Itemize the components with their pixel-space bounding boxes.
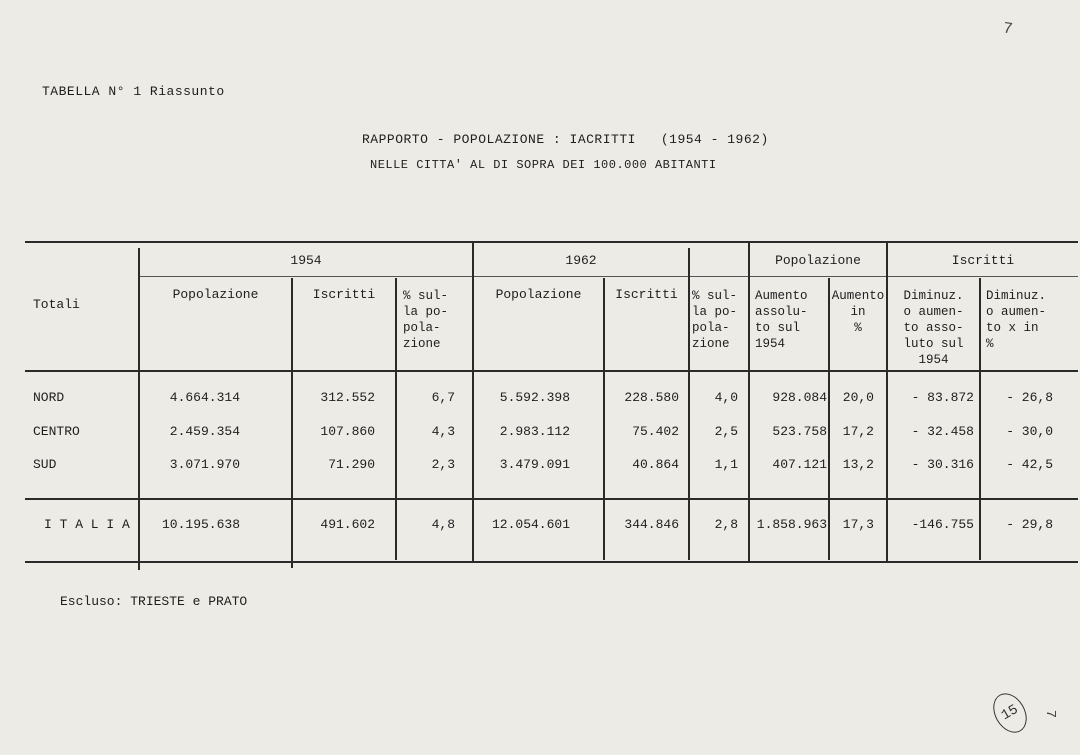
title-line-1: RAPPORTO - POPOLAZIONE : IACRITTI (1954 - 1962) <box>362 132 769 147</box>
header-iscritti-1962: Iscritti <box>615 287 678 302</box>
cell-isc54: 71.290 <box>328 457 375 472</box>
total-region: I T A L I A <box>44 517 130 532</box>
cell-total-aum-abs: 1.858.963 <box>756 517 827 532</box>
cell-pct62: 1,1 <box>714 457 738 472</box>
footnote: Escluso: TRIESTE e PRATO <box>60 594 248 609</box>
rule-bottom <box>25 561 1078 563</box>
header-year-1962: 1962 <box>565 253 597 268</box>
cell-isc62: 75.402 <box>632 424 679 439</box>
header-diminuz-pct: Diminuz. o aumen- to x in % <box>986 289 1047 351</box>
cell-total-aum-pct: 17,3 <box>842 517 874 532</box>
cell-aum-abs: 407.121 <box>772 457 827 472</box>
cell-isc54: 312.552 <box>320 390 375 405</box>
page-number-stamp: 15 <box>987 687 1034 738</box>
cell-pop54: 3.071.970 <box>169 457 240 472</box>
cell-total-pct54: 4,8 <box>431 517 455 532</box>
cell-total-pct62: 2,8 <box>714 517 738 532</box>
cell-pct54: 2,3 <box>431 457 455 472</box>
header-popolazione-1954: Popolazione <box>172 287 259 302</box>
cell-aum-pct: 20,0 <box>842 390 874 405</box>
cell-dim-abs: - 30.316 <box>911 457 974 472</box>
cell-dim-abs: - 83.872 <box>911 390 974 405</box>
row-region: SUD <box>33 457 57 472</box>
cell-pop62: 3.479.091 <box>499 457 570 472</box>
row-region: CENTRO <box>33 424 80 439</box>
header-totali: Totali <box>33 297 80 312</box>
cell-total-dim-abs: -146.755 <box>911 517 974 532</box>
cell-pct54: 4,3 <box>431 424 455 439</box>
header-pct-1954: % sul- la po- pola- zione <box>403 289 449 351</box>
cell-total-isc62: 344.846 <box>624 517 679 532</box>
cell-dim-pct: - 30,0 <box>1006 424 1053 439</box>
cell-isc62: 228.580 <box>624 390 679 405</box>
header-iscritti-group: Iscritti <box>951 253 1015 268</box>
cell-total-isc54: 491.602 <box>320 517 375 532</box>
cell-total-dim-pct: - 29,8 <box>1006 517 1053 532</box>
cell-aum-pct: 13,2 <box>842 457 874 472</box>
cell-total-pop62: 12.054.601 <box>491 517 570 532</box>
header-year-1954: 1954 <box>290 253 322 268</box>
header-popolazione-1962: Popolazione <box>495 287 582 302</box>
cell-aum-pct: 17,2 <box>842 424 874 439</box>
cell-aum-abs: 523.758 <box>772 424 827 439</box>
table-label: TABELLA N° 1 Riassunto <box>42 84 225 99</box>
cell-pct62: 4,0 <box>714 390 738 405</box>
cell-pop54: 4.664.314 <box>169 390 240 405</box>
rule-group-header <box>138 276 1078 277</box>
header-aumento-pct: Aumento in % <box>831 289 885 335</box>
rule-total-top <box>25 498 1078 500</box>
rule-header-bottom <box>25 370 1078 372</box>
cell-dim-abs: - 32.458 <box>911 424 974 439</box>
bottom-page-mark: 7 <box>1042 709 1059 719</box>
header-aumento-assoluto: Aumento assolu- to sul 1954 <box>755 289 808 351</box>
cell-total-pop54: 10.195.638 <box>161 517 240 532</box>
cell-pop62: 2.983.112 <box>499 424 570 439</box>
cell-pct62: 2,5 <box>714 424 738 439</box>
cell-pct54: 6,7 <box>431 390 455 405</box>
cell-dim-pct: - 26,8 <box>1006 390 1053 405</box>
rule-top <box>25 241 1078 243</box>
cell-pop54: 2.459.354 <box>169 424 240 439</box>
header-diminuz-assoluto: Diminuz. o aumen- to asso- luto sul 1954 <box>903 289 964 367</box>
cell-isc62: 40.864 <box>632 457 679 472</box>
corner-page-mark: 7 <box>1001 19 1014 39</box>
cell-dim-pct: - 42,5 <box>1006 457 1053 472</box>
cell-aum-abs: 928.084 <box>772 390 827 405</box>
header-popolazione-group: Popolazione <box>775 253 861 268</box>
cell-isc54: 107.860 <box>320 424 375 439</box>
header-iscritti-1954: Iscritti <box>312 287 376 302</box>
header-pct-1962: % sul- la po- pola- zione <box>692 289 738 351</box>
title-line-2: NELLE CITTA' AL DI SOPRA DEI 100.000 ABITANTI <box>370 158 717 172</box>
row-region: NORD <box>33 390 65 405</box>
cell-pop62: 5.592.398 <box>499 390 570 405</box>
